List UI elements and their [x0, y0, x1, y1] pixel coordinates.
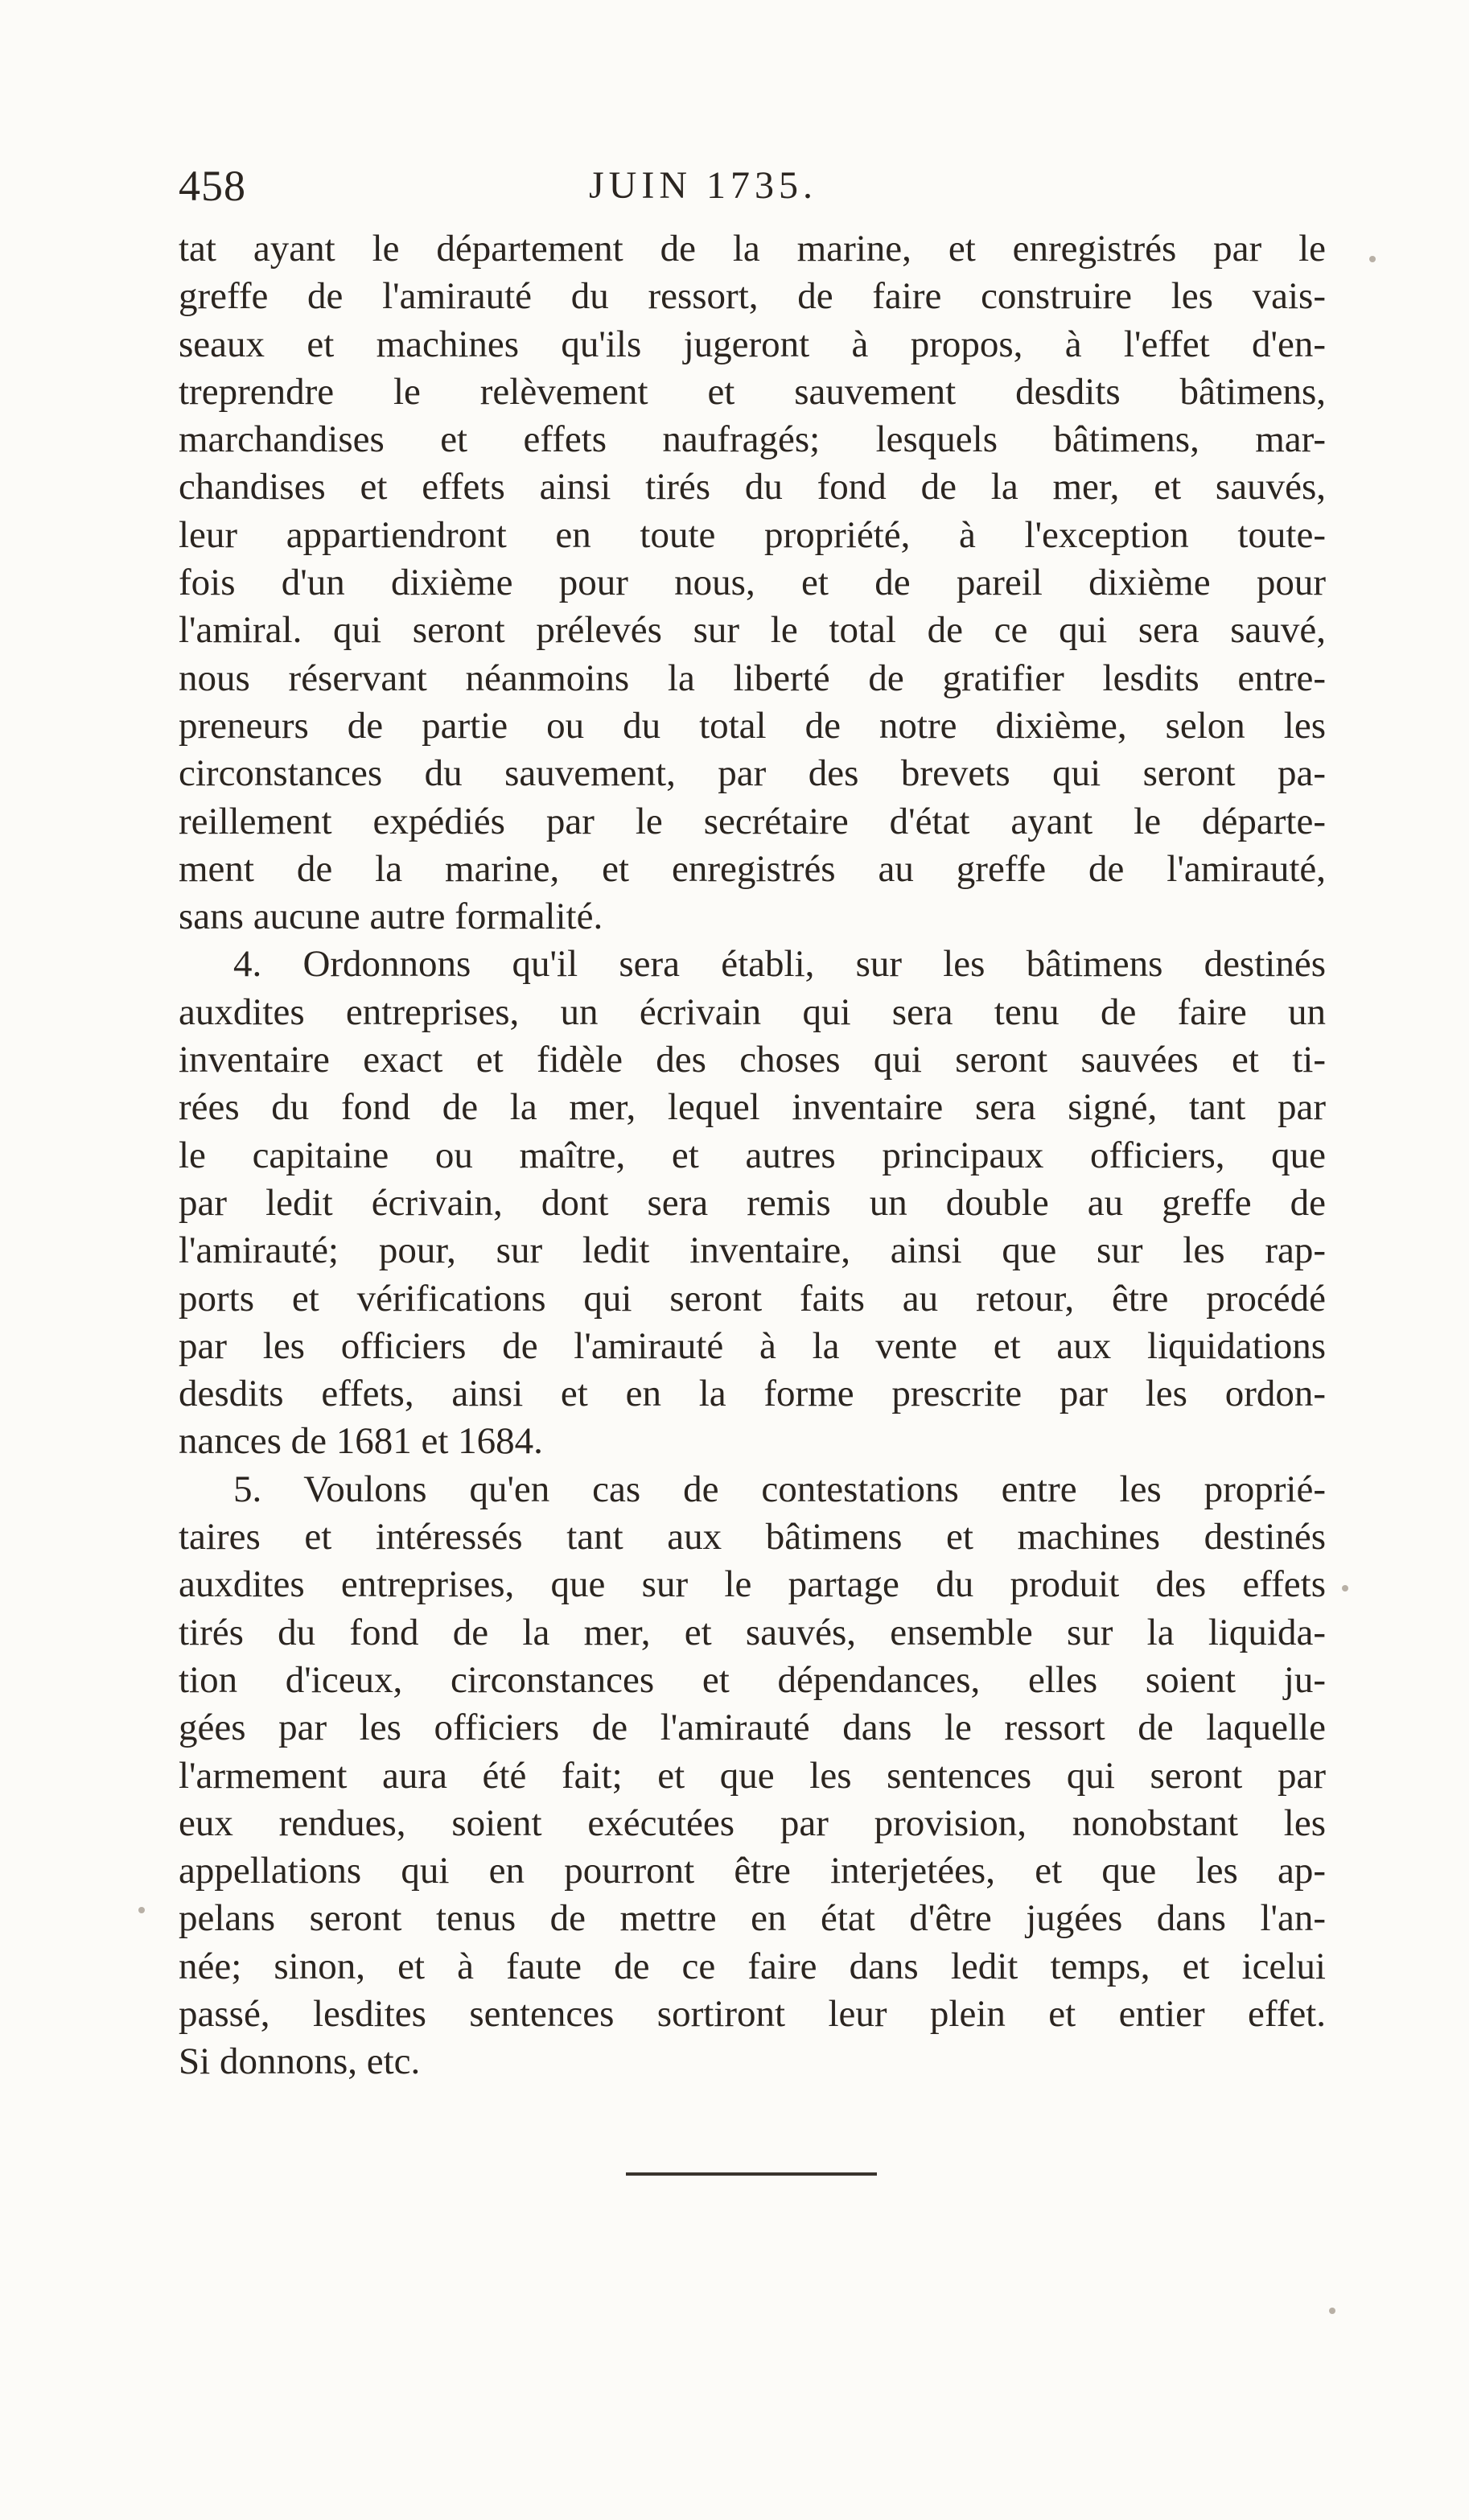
text-line: ports et vérifications qui seront faits au retour, être procédé [179, 1277, 1326, 1320]
text-line: passé, lesdites sentences sortiront leur plein et entier effet. [179, 1992, 1326, 2035]
text-line: marchandises et effets naufragés; lesquels bâtimens, mar- [179, 418, 1326, 461]
page-header [179, 158, 1337, 222]
text-line: chandises et effets ainsi tirés du fond de la mer, et sauvés, [179, 466, 1326, 509]
text-line: fois d'un dixième pour nous, et de pareil dixième pour [179, 562, 1326, 604]
text-line: appellations qui en pourront être interjetées, et que les ap- [179, 1850, 1326, 1892]
paper-speck [138, 1907, 145, 1913]
page-number: 458 [179, 162, 246, 210]
text-line: sans aucune autre formalité. [179, 896, 603, 938]
text-line: tion d'iceux, circonstances et dépendances, elles soient ju- [179, 1658, 1326, 1701]
text-line: pelans seront tenus de mettre en état d'être jugées dans l'an- [179, 1897, 1326, 1940]
text-line: inventaire exact et fidèle des choses qui seront sauvées et ti- [179, 1039, 1326, 1081]
text-line: greffe de l'amirauté du ressort, de faire construire les vais- [179, 275, 1326, 318]
text-line: nous réservant néanmoins la liberté de gratifier lesdits entre- [179, 657, 1326, 699]
text-line: gées par les officiers de l'amirauté dans le ressort de laquelle [179, 1707, 1326, 1749]
text-line: seaux et machines qu'ils jugeront à propos, à l'effet d'en- [179, 323, 1326, 365]
text-line: 4. Ordonnons qu'il sera établi, sur les bâtimens destinés [233, 943, 1326, 986]
text-line: l'amirauté; pour, sur ledit inventaire, ainsi que sur les rap- [179, 1229, 1326, 1272]
paper-speck [1329, 2308, 1335, 2314]
text-line: eux rendues, soient exécutées par provision, nonobstant les [179, 1801, 1326, 1844]
text-line: par les officiers de l'amirauté à la vente et aux liquidations [179, 1324, 1326, 1367]
text-line: treprendre le relèvement et sauvement desdits bâtimens, [179, 370, 1326, 413]
text-line: auxdites entreprises, un écrivain qui sera tenu de faire un [179, 990, 1326, 1033]
text-line: rées du fond de la mer, lequel inventaire sera signé, tant par [179, 1086, 1326, 1129]
text-line: circonstances du sauvement, par des brevets qui seront pa- [179, 752, 1326, 795]
text-line: preneurs de partie ou du total de notre dixième, selon les [179, 704, 1326, 747]
text-line: reillement expédiés par le secrétaire d'état ayant le départe- [179, 800, 1326, 842]
text-line: l'amiral. qui seront prélevés sur le total de ce qui sera sauvé, [179, 609, 1326, 652]
text-line: ment de la marine, et enregistrés au greffe de l'amirauté, [179, 847, 1326, 890]
text-line: par ledit écrivain, dont sera remis un double au greffe de [179, 1181, 1326, 1224]
text-line: née; sinon, et à faute de ce faire dans ledit temps, et icelui [179, 1945, 1326, 1987]
end-rule [626, 2172, 877, 2176]
text-line: l'armement aura été fait; et que les sentences qui seront par [179, 1754, 1326, 1797]
text-line: taires et intéressés tant aux bâtimens et machines destinés [179, 1516, 1326, 1559]
text-line: le capitaine ou maître, et autres principaux officiers, que [179, 1134, 1326, 1176]
text-line: nances de 1681 et 1684. [179, 1420, 543, 1463]
text-line: auxdites entreprises, que sur le partage du produit des effets [179, 1563, 1326, 1606]
body-text [179, 225, 1326, 2086]
running-head: JUIN 1735. [589, 164, 817, 207]
text-line: Si donnons, etc. [179, 2040, 421, 2083]
paper-speck [1342, 1585, 1348, 1591]
text-line: 5. Voulons qu'en cas de contestations entre les proprié- [233, 1468, 1326, 1510]
text-line: desdits effets, ainsi et en la forme prescrite par les ordon- [179, 1373, 1326, 1415]
paper-speck [1369, 256, 1376, 262]
text-line: leur appartiendront en toute propriété, à l'exception toute- [179, 513, 1326, 556]
text-line: tat ayant le département de la marine, et enregistrés par le [179, 228, 1326, 270]
text-line: tirés du fond de la mer, et sauvés, ensemble sur la liquida- [179, 1611, 1326, 1653]
